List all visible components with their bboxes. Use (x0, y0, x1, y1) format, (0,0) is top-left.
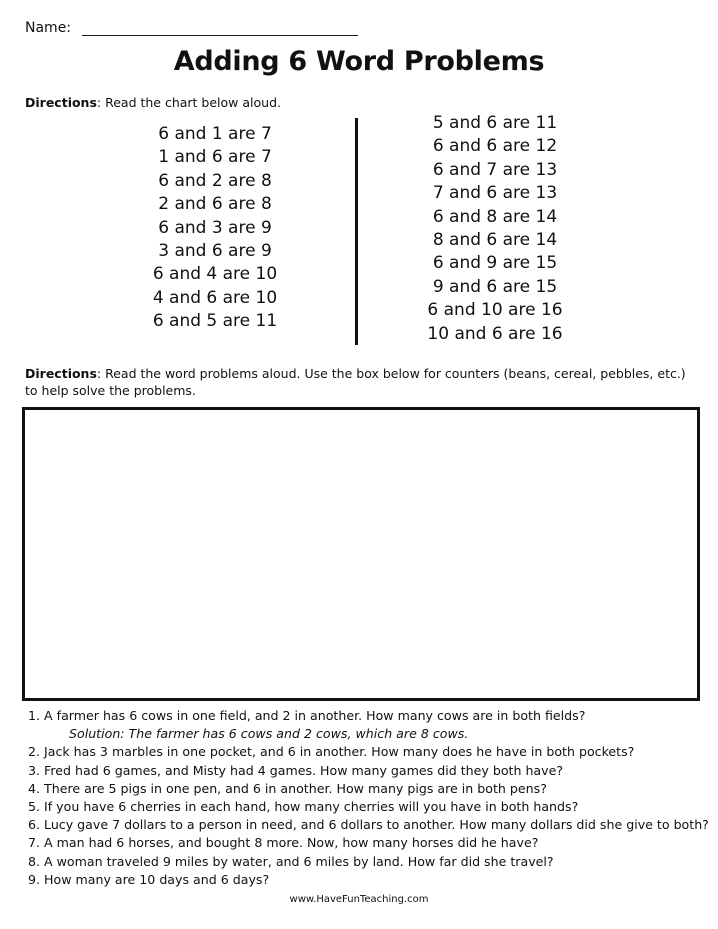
fact-row: 1 and 6 are 7 (158, 147, 272, 168)
column-divider (355, 118, 358, 345)
name-line (82, 35, 358, 36)
fact-row: 6 and 6 are 12 (432, 136, 558, 157)
fact-row: 6 and 10 are 16 (427, 300, 563, 321)
fact-row: 9 and 6 are 15 (432, 276, 558, 297)
fact-row: 4 and 6 are 10 (152, 287, 278, 308)
fact-row: 2 and 6 are 8 (158, 194, 272, 215)
word-problem: 8. A woman traveled 9 miles by water, and 6 miles by land. How far did she travel? (28, 853, 554, 869)
word-problem: 2. Jack has 3 marbles in one pocket, and 6 in another. How many does he have in both pockets? (28, 744, 635, 760)
directions-text: : Read the chart below aloud. (96, 95, 281, 110)
fact-row: 6 and 4 are 10 (152, 264, 278, 285)
fact-row: 5 and 6 are 11 (432, 113, 558, 133)
fact-row: 6 and 2 are 8 (158, 170, 272, 191)
footer-url: www.HaveFunTeaching.com (289, 894, 429, 905)
fact-row: 7 and 6 are 13 (432, 183, 558, 204)
fact-row: 6 and 7 are 13 (432, 159, 558, 180)
fact-row: 10 and 6 are 16 (427, 323, 563, 344)
fact-row: 8 and 6 are 14 (432, 230, 558, 251)
word-problem: 6. Lucy gave 7 dollars to a person in need, and 6 dollars to another. How many dollars did she give to both? (28, 817, 709, 833)
fact-row: 6 and 1 are 7 (158, 124, 272, 144)
directions-label: Directions (25, 95, 97, 110)
facts-column-left (130, 123, 300, 334)
facts-column-right (410, 112, 580, 346)
word-problem: 1. A farmer has 6 cows in one field, and 2 in another. How many cows are in both fields? (28, 708, 586, 723)
word-problem: 5. If you have 6 cherries in each hand, how many cherries will you have in both hands? (28, 799, 579, 815)
fact-row: 6 and 3 are 9 (158, 217, 272, 238)
word-problem: 7. A man had 6 horses, and bought 8 more. Now, how many horses did he have? (28, 835, 539, 851)
directions-problems (25, 365, 695, 399)
counter-box[interactable] (22, 407, 700, 701)
word-problem: 3. Fred had 6 games, and Misty had 4 games. How many games did they both have? (28, 762, 564, 778)
directions-label: Directions (25, 366, 97, 381)
fact-row: 6 and 8 are 14 (432, 206, 558, 227)
fact-row: 3 and 6 are 9 (158, 241, 272, 262)
word-problem-list (28, 707, 709, 889)
fact-row: 6 and 9 are 15 (432, 253, 558, 274)
word-problem: 4. There are 5 pigs in one pen, and 6 in another. How many pigs are in both pens? (28, 780, 547, 796)
fact-row: 6 and 5 are 11 (152, 311, 278, 332)
word-problem: 9. How many are 10 days and 6 days? (28, 871, 270, 887)
worksheet-title: Adding 6 Word Problems (173, 46, 545, 77)
directions-chart (25, 94, 685, 111)
directions-text: : Read the word problems aloud. Use the box below for counters (beans, cereal, pebbles, etc.) to help solve the problems. (25, 366, 686, 398)
name-label: Name: (25, 20, 72, 36)
solution-example: Solution: The farmer has 6 cows and 2 cows, which are 8 cows. (69, 726, 469, 742)
